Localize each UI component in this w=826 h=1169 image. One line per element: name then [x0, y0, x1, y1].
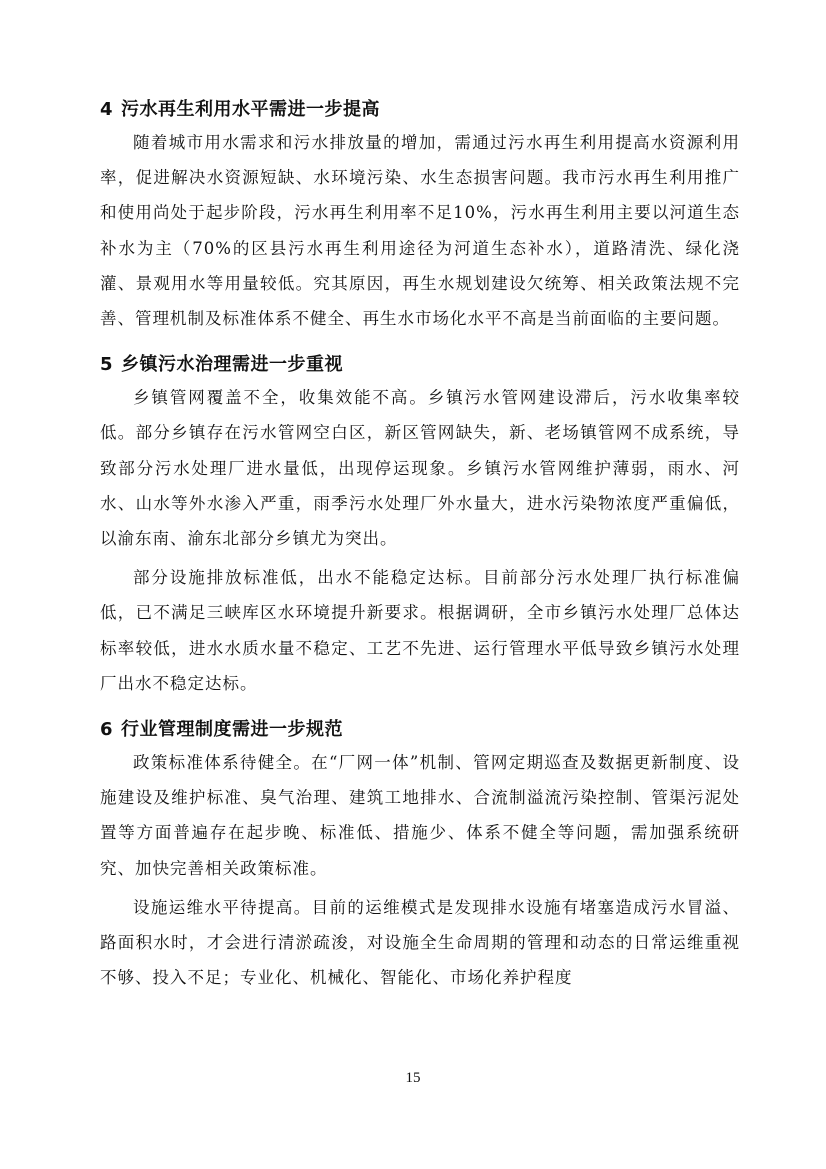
body-paragraph [100, 125, 740, 336]
body-paragraph [100, 745, 740, 886]
section-heading [100, 95, 740, 125]
section-title: 污水再生利用水平需进一步提高 [121, 99, 381, 120]
section-title: 行业管理制度需进一步规范 [121, 719, 344, 741]
paragraph-text: 乡镇污水管网建设滞后，污水收集率较低。部分乡镇存在污水管网空白区，新区管网缺失，新、老场镇管网不成系统，导致部分污水处理厂进水量低，出现停运现象。乡镇污水管网维护薄弱，雨水、河水、山水等外水渗入严重，雨季污水处理厂外水量大，进水污染物浓度严重偏低，以渝东南、渝东北部分乡镇尤为突出。 [100, 388, 740, 549]
section-number: 6 [100, 719, 114, 741]
paragraph-lead: 乡镇管网覆盖不全，收集效能不高。 [133, 388, 428, 408]
section-number: 4 [100, 99, 114, 120]
paragraph-lead: 部分设施排放标准低，出水不能稳定达标。 [133, 568, 484, 588]
paragraph-text: 目前的运维模式是发现排水设施有堵塞造成污水冒溢、路面积水时，才会进行清淤疏浚，对设施全生命周期的管理和动态的日常运维重视不够、投入不足；专业化、机械化、智能化、市场化养护程度 [100, 897, 741, 988]
paragraph-text: 在“厂网一体”机制、管网定期巡查及数据更新制度、设施建设及维护标准、臭气治理、建筑工地排水、合流制溢流污染控制、管渠污泥处置等方面普遍存在起步晚、标准低、措施少、体系不健全等问题，需加强系统研究、加快完善相关政策标准。 [100, 753, 740, 878]
paragraph-text: 随着城市用水需求和污水排放量的增加，需通过污水再生利用提高水资源利用率，促进解决水资源短缺、水环境污染、水生态损害问题。我市污水再生利用推广和使用尚处于起步阶段，污水再生利用率不足10%，污水再生利用主要以河道生态补水为主（70%的区县污水再生利用途径为河道生态补水），道路清洗、绿化浇灌、景观用水等用量较低。究其原因，再生水规划建设欠统筹、相关政策法规不完善、管理机制及标准体系不健全、再生水市场化水平不高是当前面临的主要问题。 [100, 133, 740, 329]
section-number: 5 [100, 354, 114, 376]
paragraph-lead: 政策标准体系待健全。 [133, 753, 312, 773]
body-paragraph [100, 890, 740, 996]
section-title: 乡镇污水治理需进一步重视 [121, 354, 344, 376]
paragraph-text: 目前部分污水处理厂执行标准偏低，已不满足三峡库区水环境提升新要求。根据调研，全市乡镇污水处理厂总体达标率较低，进水水质水量不稳定、工艺不先进、运行管理水平低导致乡镇污水处理厂出水不稳定达标。 [100, 568, 740, 693]
document-page [100, 95, 740, 995]
paragraph-lead: 设施运维水平待提高。 [133, 897, 312, 917]
body-paragraph [100, 560, 740, 701]
section-heading [100, 715, 740, 745]
body-paragraph [100, 380, 740, 556]
page-number: 15 [405, 1070, 421, 1086]
section-heading [100, 350, 740, 380]
